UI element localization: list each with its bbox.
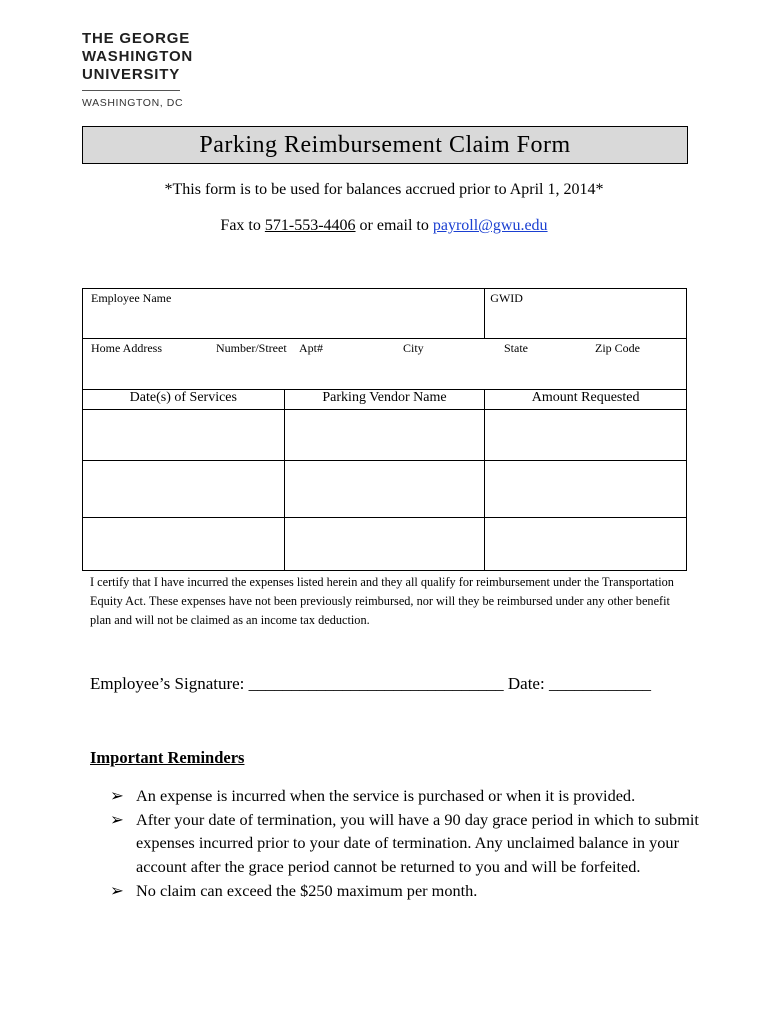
amount-cell[interactable] [485, 410, 687, 461]
apt-label: Apt# [299, 341, 323, 355]
logo-line-3: UNIVERSITY [82, 66, 181, 83]
city-label: City [403, 341, 424, 355]
reminders-heading: Important Reminders [90, 748, 245, 767]
university-logo [82, 30, 194, 109]
list-item [110, 784, 710, 808]
logo-line-1: THE GEORGE [82, 30, 191, 47]
table-row [83, 410, 687, 461]
list-item [110, 879, 710, 903]
state-label: State [504, 341, 528, 355]
arrow-bullet-icon: ➢ [110, 786, 124, 805]
arrow-bullet-icon: ➢ [110, 809, 124, 829]
date-label: Date: [503, 674, 549, 693]
logo-divider [82, 90, 180, 91]
email-prefix: or email to [355, 217, 433, 234]
email-link[interactable]: payroll@gwu.edu [432, 217, 548, 234]
certification-statement: I certify that I have incurred the expenses listed herein and they all qualify for reimbursement under the Transportation Equity Act. These expenses have not been previously reimbursed, nor will they be reimbursed under any other benefit plan and will not be claimed as an income tax deduction. [90, 575, 674, 627]
claim-form-table [82, 288, 687, 571]
dates-of-services-header: Date(s) of Services [83, 390, 285, 410]
signature-label: Employee’s Signature: [90, 674, 249, 693]
amount-requested-header: Amount Requested [485, 390, 687, 410]
employee-name-field[interactable] [83, 289, 485, 339]
reminder-text: An expense is incurred when the service is purchased or when it is provided. [136, 786, 636, 805]
date-blank[interactable]: ____________ [548, 674, 651, 693]
logo-city: WASHINGTON, DC [82, 97, 184, 109]
logo-line-2: WASHINGTON [82, 48, 194, 65]
date-cell[interactable] [83, 410, 285, 461]
balance-note: *This form is to be used for balances accrued prior to April 1, 2014* [164, 181, 604, 198]
signature-line [90, 674, 651, 694]
date-cell[interactable] [83, 461, 285, 518]
list-item [110, 808, 710, 879]
vendor-cell[interactable] [284, 410, 485, 461]
form-title: Parking Reimbursement Claim Form [82, 126, 688, 164]
amount-cell[interactable] [485, 518, 687, 571]
amount-cell[interactable] [485, 461, 687, 518]
contact-line [82, 217, 686, 235]
table-row [83, 461, 687, 518]
reminders-list [110, 784, 710, 903]
reminder-text: No claim can exceed the $250 maximum per month. [136, 880, 478, 900]
vendor-cell[interactable] [284, 518, 485, 571]
number-street-label: Number/Street [216, 341, 287, 355]
parking-vendor-name-header: Parking Vendor Name [284, 390, 485, 410]
date-cell[interactable] [83, 518, 285, 571]
reminder-text: After your date of termination, you will have a 90 day grace period in which to submit expenses incurred prior to your date of termination. Any unclaimed balance in your account after the grace period cannot be returned to you and will be forfeited. [136, 809, 699, 877]
vendor-cell[interactable] [284, 461, 485, 518]
zip-code-label: Zip Code [595, 341, 640, 355]
table-row [83, 518, 687, 571]
employee-name-label: Employee Name [91, 291, 172, 305]
home-address-field[interactable] [83, 339, 687, 390]
gwid-label: GWID [490, 291, 523, 305]
fax-prefix: Fax to [220, 217, 265, 234]
gwid-field[interactable] [485, 289, 687, 339]
arrow-bullet-icon: ➢ [110, 880, 124, 900]
home-address-label: Home Address [91, 341, 162, 355]
fax-number: 571-553-4406 [264, 217, 356, 234]
signature-blank[interactable]: ______________________________ [248, 674, 504, 693]
